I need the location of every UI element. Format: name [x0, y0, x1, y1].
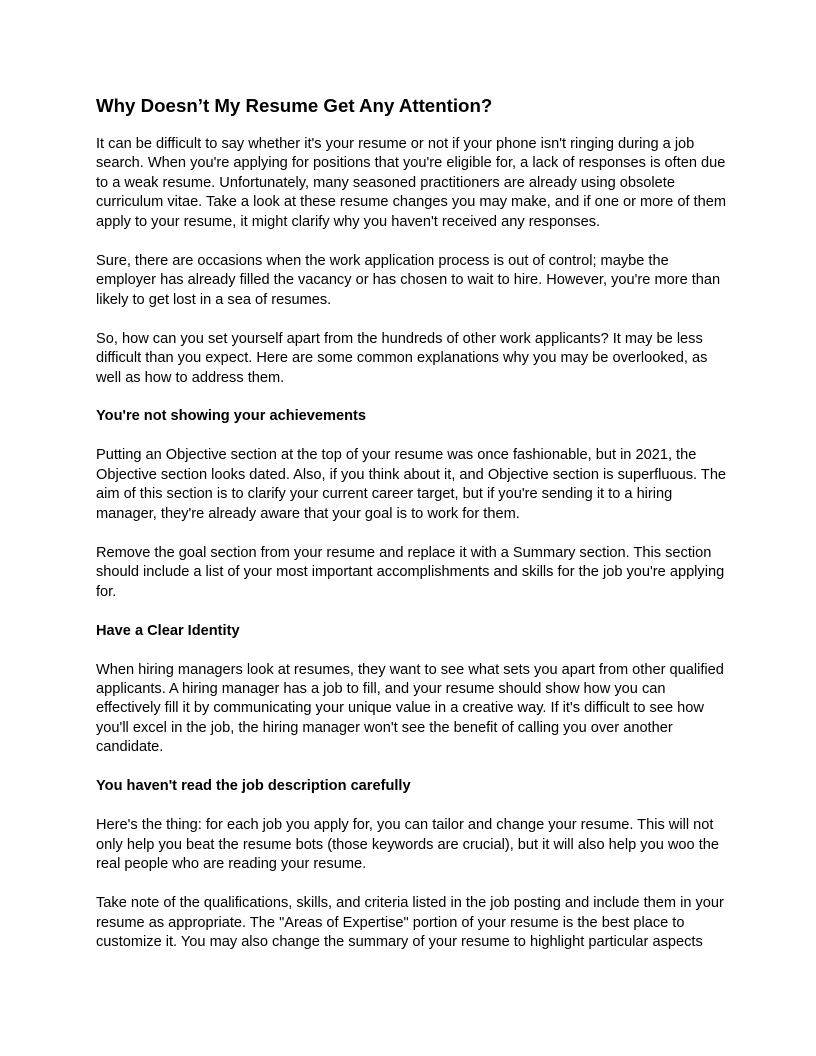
achievements-paragraph-2: Remove the goal section from your resume and replace it with a Summary section. This section should include a list of your most important accomplishments and skills for the job you're applying for. [96, 544, 725, 600]
intro-paragraph-2: Sure, there are occasions when the work application process is out of control; maybe the employer has already filled the vacancy or has chosen to wait to hire. However, you're more than likely to get lost in a sea of resumes. [96, 252, 721, 308]
intro-paragraph-1: It can be difficult to say whether it's your resume or not if your phone isn't ringing during a job search. When you're applying for positions that you're eligible for, a lack of responses is often due to a weak resume. Unfortunately, many seasoned practitioners are already using obsolete curriculum vitae. Take a look at these resume changes you may make, and if one or more of them apply to your resume, it might clarify why you haven't received any responses. [96, 136, 727, 230]
job-description-paragraph-2: Take note of the qualifications, skills, and criteria listed in the job posting and include them in your resume as appropriate. The "Areas of Expertise" portion of your resume is the best place to customize it. You may also change the summary of your resume to highlight particular aspects [96, 895, 724, 951]
achievements-paragraph-1: Putting an Objective section at the top of your resume was once fashionable, but in 2021, the Objective section looks dated. Also, if you think about it, and Objective section is superfluous. The aim of this section is to clarify your current career target, but if you're sending it to a hiring manager, they're already aware that your goal is to work for them. [96, 447, 727, 522]
document-title: Why Doesn’t My Resume Get Any Attention? [96, 95, 493, 116]
title-spacer [96, 119, 728, 135]
intro-paragraph-3: So, how can you set yourself apart from the hundreds of other work applicants? It may be less difficult than you expect. Here are some common explanations why you may be overlooked, as well as how to address them. [96, 330, 708, 386]
section-heading-achievements: You're not showing your achievements [96, 408, 366, 425]
section-heading-job-description: You haven't read the job description carefully [96, 778, 411, 795]
identity-paragraph-1: When hiring managers look at resumes, they want to see what sets you apart from other qualified applicants. A hiring manager has a job to fill, and your resume should show how you can effectively fill it by communicating your unique value in a creative way. If it's difficult to see how you'll excel in the job, the hiring manager won't see the benefit of calling you over another candidate. [96, 661, 724, 756]
job-description-paragraph-1: Here's the thing: for each job you apply for, you can tailor and change your resume. This will not only help you beat the resume bots (those keywords are crucial), but it will also help you woo the real people who are reading your resume. [96, 817, 719, 873]
document-page [96, 93, 728, 972]
section-heading-identity: Have a Clear Identity [96, 622, 240, 639]
